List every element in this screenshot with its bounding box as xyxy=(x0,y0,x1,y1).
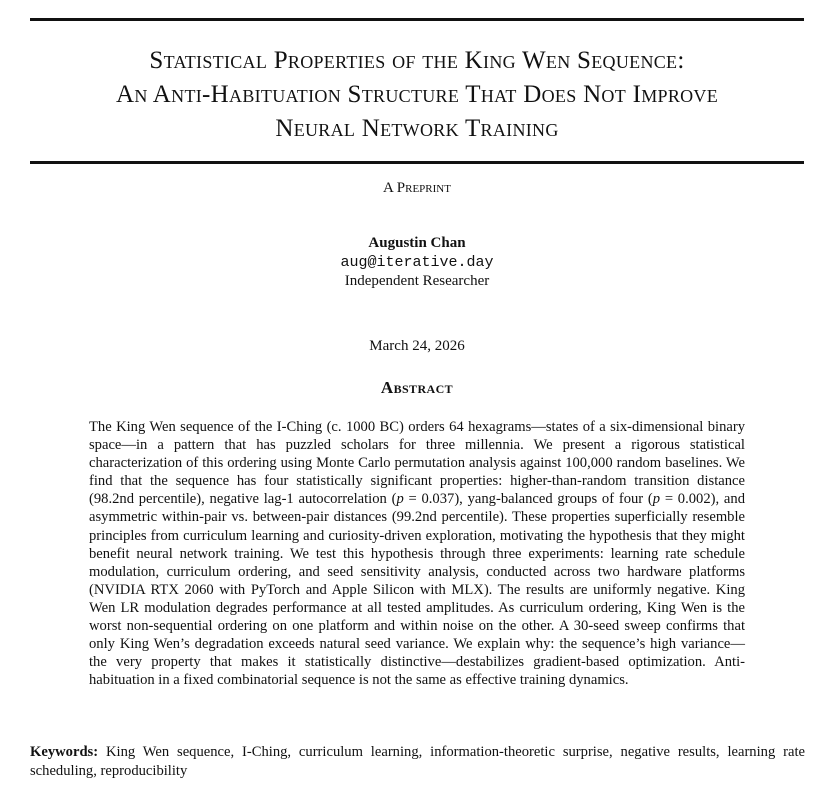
title-line-3: Neural Network Training xyxy=(275,115,559,142)
author-name: Augustin Chan xyxy=(368,235,466,251)
keywords-label: Keywords: xyxy=(30,744,99,760)
keywords-section xyxy=(30,743,805,780)
title-line-2: An Anti-Habituation Structure That Does Not Improve xyxy=(115,81,719,108)
preprint-label: A Preprint xyxy=(383,180,451,196)
author-block xyxy=(30,234,804,291)
keywords-text: King Wen sequence, I-Ching, curriculum learning, information-theoretic surprise, negative results, learning rate scheduling, reproducibility xyxy=(30,744,805,779)
abstract-text-part-3: = 0.002), and asymmetric within-pair vs. between-pair distances (99.2nd percentile). These properties superficially resemble principles from curriculum learning and curiosity-driven exploration, motivating the hypothesis that they might benefit neural network training. We test this hypothesis through three experiments: learning rate schedule modulation, curriculum ordering, and seed sensitivity analysis, conducted across two hardware platforms (NVIDIA RTX 2060 with PyTorch and Apple Silicon with MLX). The results are uniformly negative. King Wen LR modulation degrades performance at all tested amplitudes. As curriculum ordering, King Wen is the worst non-sequential ordering on one platform and within noise on the other. A 30-seed sweep confirms that only King Wen’s degradation exceeds natural seed variance. We explain why: the sequence’s high variance—the very property that makes it statistically distinctive—destabilizes gradient-based optimization. Anti-habituation in a fixed combinatorial sequence is not the same as effective training dynamics. xyxy=(89,491,745,689)
paper-title xyxy=(30,44,804,146)
author-email: aug@iterative.day xyxy=(340,254,494,271)
top-rule xyxy=(30,18,804,21)
author-affiliation: Independent Researcher xyxy=(344,273,490,289)
publication-date: March 24, 2026 xyxy=(369,338,465,354)
abstract-text-part-2: = 0.037), yang-balanced groups of four ( xyxy=(403,491,653,508)
bottom-rule xyxy=(30,161,804,164)
title-line-1: Statistical Properties of the King Wen Sequence: xyxy=(149,47,685,74)
p-value-variable-2: p xyxy=(652,491,661,508)
p-value-variable-1: p xyxy=(396,491,404,508)
abstract-body xyxy=(89,418,745,689)
abstract-heading: Abstract xyxy=(380,378,454,397)
abstract-text-part-1: The King Wen sequence of the I-Ching (c. 1000 BC) orders 64 hexagrams—states of a six-dimensional binary space—in a pattern that has puzzled scholars for three millennia. We present a rigorous statistical characterization of this ordering using Monte Carlo permutation analysis against 100,000 random baselines. We find that the sequence has four statistically significant properties: higher-than-random transition distance (98.2nd percentile), negative lag-1 autocorrelation ( xyxy=(89,419,745,508)
